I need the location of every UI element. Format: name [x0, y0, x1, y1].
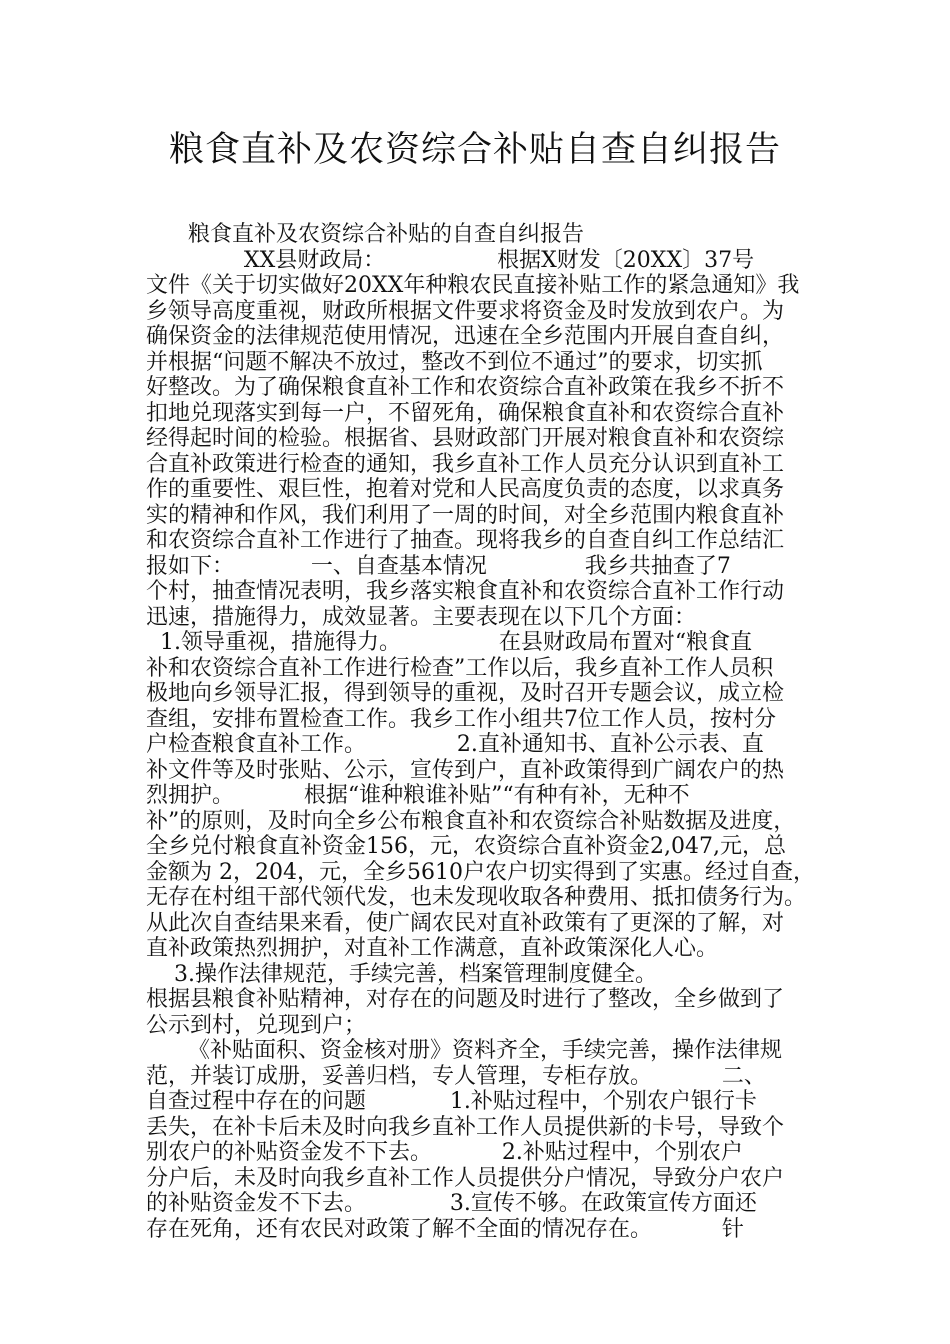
body-line: 补”的原则，及时向全乡公布粮食直补和农资综合补贴数据及进度，: [146, 808, 796, 834]
body-line: 全乡兑付粮食直补资金156，元，农资综合直补资金2,047,元，总: [146, 834, 786, 859]
body-line: 存在死角，还有农民对政策了解不全面的情况存在。 针: [146, 1216, 744, 1242]
body-line: 作的重要性、艰巨性，抱着对党和人民高度负责的态度，以求真务: [146, 477, 785, 502]
body-line: 实的精神和作风，我们利用了一周的时间，对全乡范围内粮食直补: [146, 502, 785, 528]
body-line: 分户后，未及时向我乡直补工作人员提供分户情况，导致分户农户: [146, 1165, 785, 1191]
body-line: 自查过程中存在的问题 1.补贴过程中，个别农户银行卡: [146, 1089, 757, 1114]
body-line: 个村，抽查情况表明，我乡落实粮食直补和农资综合直补工作行动: [146, 579, 785, 604]
body-line: 从此次自查结果来看，使广阔农民对直补政策有了更深的了解，对: [146, 910, 785, 936]
body-line: 文件《关于切实做好20XX年种粮农民直接补贴工作的紧急通知》我: [146, 273, 800, 298]
body-line: 并根据“问题不解决不放过，整改不到位不通过”的要求，切实抓: [146, 349, 763, 375]
body-line: 范，并装订成册，妥善归档，专人管理，专柜存放。 二、: [146, 1063, 766, 1089]
body-line: 合直补政策进行检查的通知，我乡直补工作人员充分认识到直补工: [146, 451, 785, 477]
body-line: 1.领导重视，措施得力。 在县财政局布置对“粮食直: [146, 630, 753, 655]
body-line: XX县财政局： 根据X财发〔20XX〕37号: [146, 247, 755, 273]
body-line: 无存在村组干部代领代发，也未发现收取各种费用、抵扣债务行为。: [146, 885, 807, 910]
body-line: 金额为 2，204，元，全乡5610户农户切实得到了实惠。经过自查，: [146, 859, 815, 885]
body-line: 户检查粮食直补工作。 2.直补通知书、直补公示表、直: [146, 732, 764, 757]
body-line: 好整改。为了确保粮食直补工作和农资综合直补政策在我乡不折不: [146, 375, 785, 400]
body-line: 确保资金的法律规范使用情况，迅速在全乡范围内开展自查自纠，: [146, 324, 785, 349]
body-line: 烈拥护。 根据“谁种粮谁补贴”“有种有补，无种不: [146, 783, 690, 808]
body-line: 直补政策热烈拥护，对直补工作满意，直补政策深化人心。: [146, 936, 719, 961]
body-line: 别农户的补贴资金发不下去。 2.补贴过程中，个别农户: [146, 1140, 743, 1165]
body-line: 报如下： 一、自查基本情况 我乡共抽查了7: [146, 553, 731, 579]
body-line: 和农资综合直补工作进行了抽查。现将我乡的自查自纠工作总结汇: [146, 528, 785, 553]
body-line: 粮食直补及农资综合补贴的自查自纠报告: [146, 222, 584, 247]
body-line: 极地向乡领导汇报，得到领导的重视，及时召开专题会议，成立检: [146, 681, 785, 706]
document-body: [146, 222, 818, 1242]
body-line: 3.操作法律规范，手续完善，档案管理制度健全。: [146, 961, 657, 987]
document-title: 粮食直补及农资综合补贴自查自纠报告: [168, 130, 781, 170]
body-line: 丢失，在补卡后未及时向我乡直补工作人员提供新的卡号，导致个: [146, 1114, 785, 1140]
body-line: 补文件等及时张贴、公示，宣传到户，直补政策得到广阔农户的热: [146, 757, 785, 783]
body-line: 的补贴资金发不下去。 3.宣传不够。在政策宣传方面还: [146, 1191, 757, 1216]
body-line: 补和农资综合直补工作进行检查”工作以后，我乡直补工作人员积: [146, 655, 774, 681]
body-line: 公示到村，兑现到户；: [146, 1012, 367, 1038]
body-line: 乡领导高度重视，财政所根据文件要求将资金及时发放到农户。为: [146, 298, 785, 324]
body-line: 扣地兑现落实到每一户，不留死角，确保粮食直补和农资综合直补: [146, 400, 785, 426]
body-line: 《补贴面积、资金核对册》资料齐全，手续完善，操作法律规: [146, 1038, 782, 1063]
body-line: 根据县粮食补贴精神，对存在的问题及时进行了整改，全乡做到了: [146, 987, 785, 1012]
body-line: 迅速，措施得力，成效显著。主要表现在以下几个方面：: [146, 604, 697, 630]
body-line: 查组，安排布置检查工作。我乡工作小组共7位工作人员，按村分: [146, 706, 776, 732]
body-line: 经得起时间的检验。根据省、县财政部门开展对粮食直补和农资综: [146, 426, 785, 451]
